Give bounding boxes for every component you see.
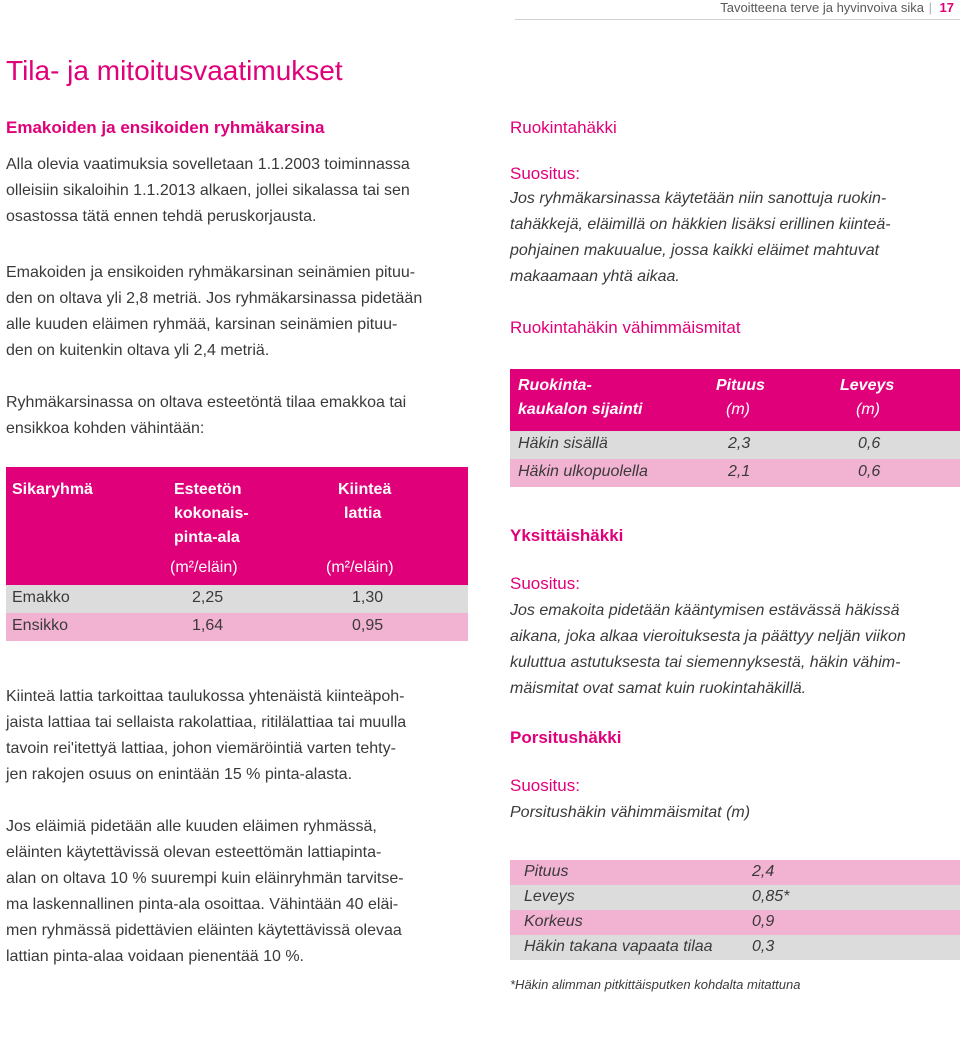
cell-group: Ensikko xyxy=(12,617,69,634)
text-line: tahäkkejä, eläimillä on häkkien lisäksi erillinen kiinteä- xyxy=(510,216,891,233)
col-header-total-line: Esteetön xyxy=(174,481,242,498)
feeding-stall-table xyxy=(510,369,960,487)
recommendation-label: Suositus: xyxy=(510,776,580,795)
table-header xyxy=(6,467,468,585)
running-title: Tavoitteena terve ja hyvinvoiva sika xyxy=(720,0,924,15)
space-requirements-table xyxy=(6,467,468,641)
text-line: Jos emakoita pidetään kääntymisen estävässä häkissä xyxy=(510,602,900,619)
col-header-solid-line: Kiinteä xyxy=(338,481,392,498)
cell-value: 2,4 xyxy=(752,863,775,880)
col-header-location-line: Ruokinta- xyxy=(518,377,592,394)
text-line: olleisiin sikaloihin 1.1.2013 alkaen, jollei sikalassa tai sen xyxy=(6,182,410,199)
cell-group: Emakko xyxy=(12,589,70,606)
running-separator: | xyxy=(928,0,932,15)
table-row xyxy=(510,935,960,960)
text-line: Ryhmäkarsinassa on oltava esteetöntä tilaa emakkoa tai xyxy=(6,394,407,411)
text-line: jen rakojen osuus on enintään 15 % pinta-alasta. xyxy=(6,766,353,783)
page-number: 17 xyxy=(939,0,954,15)
section-heading-individual-stall: Yksittäishäkki xyxy=(510,526,624,545)
text-line: Jos eläimiä pidetään alle kuuden eläimen ryhmässä, xyxy=(6,818,377,835)
paragraph-solid-floor-definition xyxy=(6,684,406,788)
table-row xyxy=(510,431,960,459)
text-line: mäismitat ovat samat kuin ruokintahäkillä. xyxy=(510,680,807,697)
recommendation-feeding-stall xyxy=(510,186,891,290)
text-line: pohjainen makuualue, jossa kaikki eläimet mahtuvat xyxy=(510,242,880,259)
text-line: jaista lattiaa tai sellaista rakolattiaa, ritilälattiaa tai muulla xyxy=(6,714,407,731)
cell-value: 0,9 xyxy=(752,913,775,930)
header-rule xyxy=(515,19,960,20)
cell-solid: 0,95 xyxy=(352,617,384,634)
page-title: Tila- ja mitoitusvaatimukset xyxy=(6,55,343,86)
col-unit-solid: (m²/eläin) xyxy=(326,559,394,576)
recommendation-label: Suositus: xyxy=(510,574,580,593)
table-row xyxy=(510,860,960,885)
farrowing-crate-table xyxy=(510,860,960,960)
farrowing-min-title xyxy=(510,800,750,826)
text-line: alan on oltava 10 % suurempi kuin eläinryhmän tarvitse- xyxy=(6,870,404,887)
paragraph-group-size-adjustment xyxy=(6,814,404,970)
col-unit-length: (m) xyxy=(726,401,750,418)
cell-total: 1,64 xyxy=(192,617,224,634)
text-line: osastossa tätä ennen tehdä peruskorjausta. xyxy=(6,208,317,225)
cell-solid: 1,30 xyxy=(352,589,384,606)
recommendation-individual-stall xyxy=(510,598,906,702)
cell-value: 0,3 xyxy=(752,938,775,955)
text-line: Kiinteä lattia tarkoittaa taulukossa yhtenäistä kiinteäpoh- xyxy=(6,688,405,705)
paragraph-applicability xyxy=(6,152,410,230)
text-line: tavoin rei'itettyä lattiaa, johon viemäröintiä varten tehty- xyxy=(6,740,396,757)
cell-label: Pituus xyxy=(524,863,569,880)
section-heading: Emakoiden ja ensikoiden ryhmäkarsina xyxy=(6,118,325,137)
cell-label: Korkeus xyxy=(524,913,583,930)
recommendation-label: Suositus: xyxy=(510,164,580,183)
text-line: Porsitushäkin vähimmäismitat (m) xyxy=(510,804,751,821)
cell-width: 0,6 xyxy=(858,435,881,452)
col-header-width: Leveys xyxy=(840,377,895,394)
cell-location: Häkin ulkopuolella xyxy=(518,463,648,480)
section-heading-farrowing-crate: Porsitushäkki xyxy=(510,728,622,747)
min-dimensions-title: Ruokintahäkin vähimmäismitat xyxy=(510,318,741,337)
col-header-length: Pituus xyxy=(716,377,765,394)
cell-total: 2,25 xyxy=(192,589,224,606)
text-line: den on kuitenkin oltava yli 2,4 metriä. xyxy=(6,342,270,359)
col-header-location-line: kaukalon sijainti xyxy=(518,401,643,418)
col-header-group: Sikaryhmä xyxy=(12,481,93,498)
cell-value: 0,85* xyxy=(752,888,790,905)
text-line: den on oltava yli 2,8 metriä. Jos ryhmäkarsinassa pidetään xyxy=(6,290,423,307)
cell-width: 0,6 xyxy=(858,463,881,480)
table-header xyxy=(510,369,960,431)
col-header-total-line: pinta-ala xyxy=(174,529,240,546)
paragraph-wall-length xyxy=(6,260,422,364)
text-line: Alla olevia vaatimuksia sovelletaan 1.1.2003 toiminnassa xyxy=(6,156,410,173)
text-line: ensikkoa kohden vähintään: xyxy=(6,420,205,437)
paragraph-space-intro xyxy=(6,390,406,442)
cell-label: Häkin takana vapaata tilaa xyxy=(524,938,713,955)
cell-location: Häkin sisällä xyxy=(518,435,608,452)
table-row xyxy=(510,459,960,487)
col-unit-width: (m) xyxy=(856,401,880,418)
col-header-solid-line: lattia xyxy=(344,505,382,522)
cell-label: Leveys xyxy=(524,888,575,905)
table-row xyxy=(6,585,468,613)
footnote: *Häkin alimman pitkittäisputken kohdalta mitattuna xyxy=(510,977,801,992)
col-header-total-line: kokonais- xyxy=(174,505,249,522)
text-line: men ryhmässä pidettävien eläinten käytettävissä olevaa xyxy=(6,922,402,939)
text-line: aikana, joka alkaa vieroituksesta ja päättyy neljän viikon xyxy=(510,628,906,645)
text-line: eläinten käytettävissä olevan esteettömän lattiapinta- xyxy=(6,844,382,861)
text-line: lattian pinta-alaa voidaan pienentää 10 %. xyxy=(6,948,304,965)
text-line: Jos ryhmäkarsinassa käytetään niin sanottuja ruokin- xyxy=(510,190,887,207)
cell-length: 2,1 xyxy=(728,463,751,480)
text-line: Emakoiden ja ensikoiden ryhmäkarsinan seinämien pituu- xyxy=(6,264,416,281)
text-line: makaamaan yhtä aikaa. xyxy=(510,268,680,285)
col-unit-total: (m²/eläin) xyxy=(170,559,238,576)
cell-length: 2,3 xyxy=(728,435,751,452)
table-row xyxy=(6,613,468,641)
table-row xyxy=(510,910,960,935)
table-row xyxy=(510,885,960,910)
text-line: ma laskennallinen pinta-ala osoittaa. Vähintään 40 eläi- xyxy=(6,896,399,913)
running-header xyxy=(0,0,960,20)
section-heading-feeding-stall: Ruokintahäkki xyxy=(510,118,617,137)
text-line: alle kuuden eläimen ryhmää, karsinan seinämien pituu- xyxy=(6,316,398,333)
text-line: kuluttua astutuksesta tai siemennyksestä, häkin vähim- xyxy=(510,654,901,671)
